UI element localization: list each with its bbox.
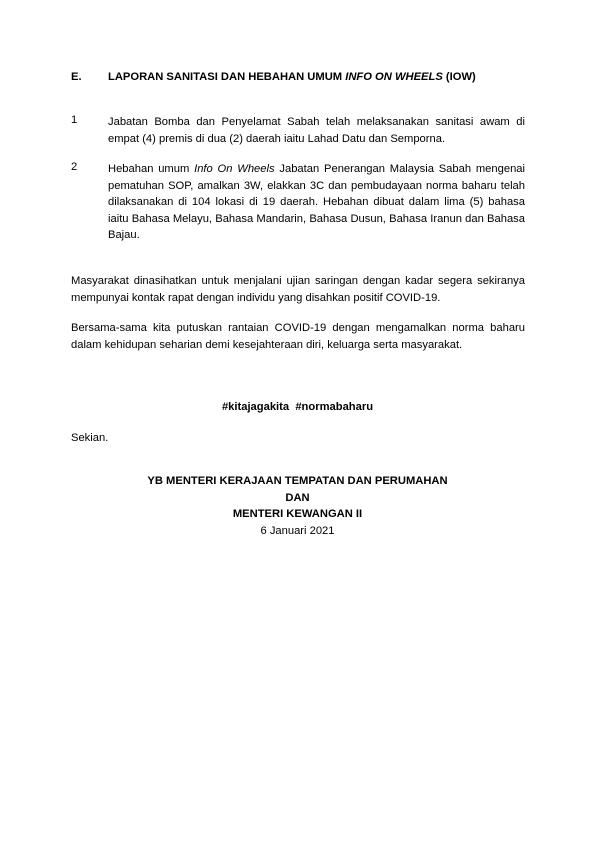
section-letter: E. <box>71 71 82 83</box>
signature-line-2: DAN <box>285 491 310 504</box>
list-item-text-post: Jabatan Penerangan Malaysia Sabah mengenai pematuhan SOP, amalkan 3W, elakkan 3C dan pembudayaan norma baharu telah dilaksanakan di 104 lokasi di 19 daerah. Hebahan dibuat dalam lima (5) bahasa iaitu Bahasa Melayu, Bahasa Mandarin, Bahasa Dusun, Bahasa Iranun dan Bahasa Bajau. <box>108 163 525 242</box>
paragraph-advice: Masyarakat dinasihatkan untuk menjalani ujian saringan dengan kadar segera sekiranya mempunyai kontak rapat dengan individu yang disahkan positif COVID-19. <box>71 275 525 304</box>
list-item-number: 2 <box>71 161 78 173</box>
signature-block <box>0 473 595 539</box>
list-item-text-pre: Hebahan umum <box>108 163 195 175</box>
section-title-prefix: LAPORAN SANITASI DAN HEBAHAN UMUM <box>108 71 346 83</box>
signature-line-3: MENTERI KEWANGAN II <box>232 508 363 521</box>
signature-date: 6 Januari 2021 <box>260 524 335 537</box>
list-item-text-italic: Info On Wheels <box>194 163 275 175</box>
closing-text: Sekian. <box>71 432 109 444</box>
signature-line-1: YB MENTERI KERAJAAN TEMPATAN DAN PERUMAHAN <box>147 475 448 487</box>
list-item-number: 1 <box>71 114 78 126</box>
list-item-1 <box>71 114 525 147</box>
section-title-italic: INFO ON WHEELS <box>345 71 443 83</box>
section-heading <box>71 71 531 83</box>
section-title-suffix: (IOW) <box>442 71 476 83</box>
list-item-text: Jabatan Bomba dan Penyelamat Sabah telah melaksanakan sanitasi awam di empat (4) premis di dua (2) daerah iaitu Lahad Datu dan Semporna. <box>108 116 525 145</box>
list-item-text <box>108 161 525 244</box>
paragraph-appeal: Bersama-sama kita putuskan rantaian COVID-19 dengan mengamalkan norma baharu dalam kehidupan seharian demi kesejahteraan diri, keluarga serta masyarakat. <box>71 322 525 351</box>
hashtags: #kitajagakita #normabaharu <box>221 401 374 413</box>
list-item-2 <box>71 161 525 244</box>
